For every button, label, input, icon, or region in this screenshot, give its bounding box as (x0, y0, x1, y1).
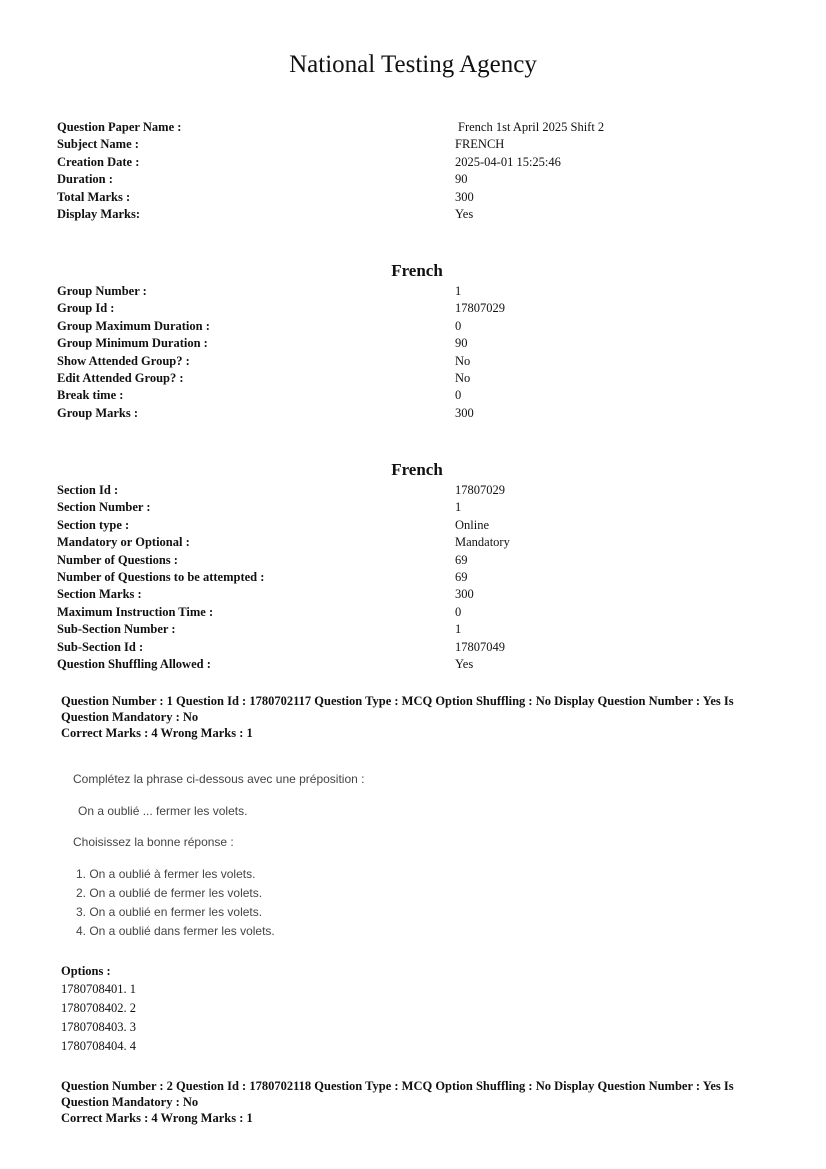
field-value: Mandatory (455, 535, 510, 550)
field-label: Section Id : (57, 483, 119, 497)
field-value: Yes (455, 656, 474, 671)
field-value: 2025-04-01 15:25:46 (455, 154, 561, 169)
field-label: Display Marks: (57, 206, 140, 221)
answer-choice: 4. On a oublié dans fermer les volets. (76, 924, 275, 938)
field-label: Section type : (57, 517, 130, 532)
group-row (57, 405, 777, 422)
field-value: Yes (455, 206, 474, 221)
section-row (57, 534, 777, 551)
paper-details (57, 119, 777, 223)
field-label: Sub-Section Id : (57, 639, 144, 654)
field-value: 90 (455, 172, 468, 187)
group-row (57, 353, 777, 370)
field-value: 17807049 (455, 639, 505, 654)
field-label: Break time : (57, 388, 124, 403)
section-row (57, 499, 777, 516)
field-value: 300 (455, 189, 474, 204)
field-value: 300 (455, 405, 474, 420)
question-2-marks: Correct Marks : 4 Wrong Marks : 1 (61, 1111, 253, 1125)
field-value: 17807029 (455, 301, 505, 316)
options-list (61, 980, 136, 1056)
field-label: Subject Name : (57, 137, 139, 152)
field-value: 1 (455, 622, 462, 637)
options-label: Options : (61, 964, 111, 978)
field-value: 69 (455, 552, 468, 567)
option-item: 1780708402. 2 (61, 1001, 136, 1015)
section-row (57, 517, 777, 534)
paper-row (57, 154, 777, 171)
field-label: Question Shuffling Allowed : (57, 656, 211, 671)
group-details (57, 283, 777, 422)
field-value: French 1st April 2025 Shift 2 (458, 120, 605, 134)
field-value: 69 (455, 569, 468, 584)
field-value: 90 (455, 336, 468, 351)
group-row (57, 318, 777, 335)
section-row (57, 639, 777, 656)
field-value: FRENCH (455, 137, 505, 152)
section-row (57, 621, 777, 638)
field-label: Maximum Instruction Time : (57, 604, 214, 619)
field-value: Online (455, 517, 490, 532)
field-label: Show Attended Group? : (57, 353, 190, 368)
field-label: Edit Attended Group? : (57, 370, 184, 385)
paper-row (57, 171, 777, 188)
field-value: 0 (455, 388, 462, 403)
paper-row (57, 119, 777, 136)
field-label: Question Paper Name : (57, 120, 182, 134)
field-label: Duration : (57, 172, 113, 187)
field-value: 1 (455, 284, 462, 298)
paper-row (57, 189, 777, 206)
paper-row (57, 136, 777, 153)
field-value: 0 (455, 604, 462, 619)
field-value: No (455, 370, 471, 385)
field-label: Number of Questions : (57, 552, 178, 567)
field-label: Total Marks : (57, 189, 131, 204)
answer-choice: 3. On a oublié en fermer les volets. (76, 905, 263, 919)
question-prompt: Choisissez la bonne réponse : (73, 835, 234, 849)
field-label: Creation Date : (57, 154, 140, 169)
page-title: National Testing Agency (289, 51, 537, 78)
section-row (57, 569, 777, 586)
paper-row (57, 206, 777, 223)
section-row (57, 552, 777, 569)
field-label: Section Number : (57, 500, 151, 515)
option-item: 1780708401. 1 (61, 982, 136, 996)
field-label: Group Id : (57, 301, 115, 316)
question-instruction: Complétez la phrase ci-dessous avec une préposition : (73, 772, 365, 786)
section-heading: French (391, 460, 443, 479)
group-heading: French (391, 261, 443, 280)
option-item: 1780708404. 4 (61, 1039, 136, 1053)
group-row (57, 283, 777, 300)
question-sentence: On a oublié ... fermer les volets. (78, 804, 248, 818)
question-1-header: Question Number : 1 Question Id : 1780702117 Question Type : MCQ Option Shuffling : No Display Question Number : Yes Is Question Mandatory : No (61, 694, 734, 724)
field-value: No (455, 353, 471, 368)
group-row (57, 335, 777, 352)
question-1-marks: Correct Marks : 4 Wrong Marks : 1 (61, 726, 253, 740)
option-item: 1780708403. 3 (61, 1020, 136, 1034)
field-label: Group Minimum Duration : (57, 336, 208, 351)
field-label: Group Maximum Duration : (57, 318, 210, 333)
field-label: Sub-Section Number : (57, 622, 176, 637)
field-label: Section Marks : (57, 587, 142, 602)
field-label: Number of Questions to be attempted : (57, 569, 265, 584)
answer-choice: 2. On a oublié de fermer les volets. (76, 886, 263, 900)
section-details (57, 482, 777, 673)
group-row (57, 370, 777, 387)
field-value: 17807029 (455, 483, 505, 497)
field-label: Mandatory or Optional : (57, 535, 190, 550)
question-2-header: Question Number : 2 Question Id : 1780702118 Question Type : MCQ Option Shuffling : No Display Question Number : Yes Is Question Mandatory : No (61, 1079, 734, 1109)
section-row (57, 586, 777, 603)
section-row (57, 482, 777, 499)
field-value: 300 (455, 587, 474, 602)
field-value: 0 (455, 318, 462, 333)
section-row (57, 656, 777, 673)
section-row (57, 604, 777, 621)
answer-choice: 1. On a oublié à fermer les volets. (76, 867, 256, 881)
group-row (57, 387, 777, 404)
field-label: Group Marks : (57, 405, 139, 420)
field-value: 1 (455, 500, 462, 515)
group-row (57, 300, 777, 317)
field-label: Group Number : (57, 284, 147, 298)
